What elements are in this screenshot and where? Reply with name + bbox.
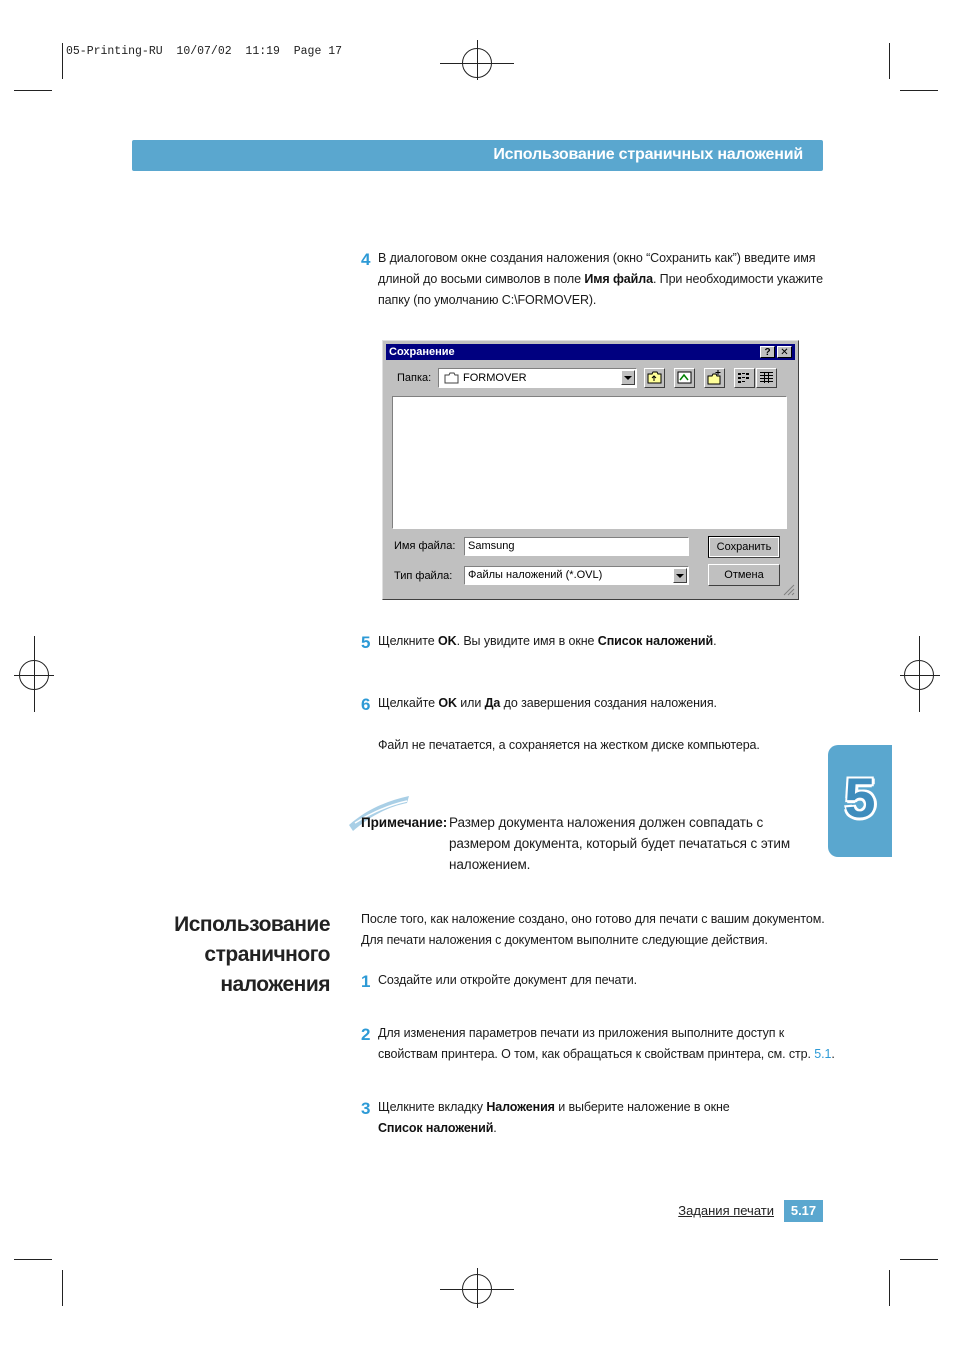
text-segment: Наложения	[486, 1100, 555, 1114]
text-line	[378, 290, 823, 311]
text-segment: Использование	[174, 913, 330, 936]
folder-select[interactable]	[438, 368, 637, 388]
text-segment: папку (по умолчанию C:\FORMOVER).	[378, 293, 597, 307]
filetype-dropdown-button[interactable]	[673, 568, 687, 583]
section-intro	[361, 909, 825, 951]
text-line	[449, 812, 790, 833]
filetype-value: Файлы наложений (*.OVL)	[468, 569, 603, 581]
page-number: 5.17	[784, 1200, 823, 1222]
text-segment: и выберите наложение в окне	[554, 1100, 730, 1114]
text-line	[378, 631, 716, 652]
text-segment: до завершения создания наложения.	[500, 696, 717, 710]
up-folder-button[interactable]	[644, 368, 665, 388]
section-header-title: Использование страничных наложений	[493, 146, 803, 163]
text-line	[174, 910, 330, 940]
crop-mark	[14, 90, 52, 91]
new-folder-button[interactable]	[704, 368, 725, 388]
text-line	[449, 833, 790, 854]
text-segment: Размер документа наложения должен совпадать с	[449, 815, 764, 830]
filetype-select[interactable]	[464, 566, 689, 585]
note-text	[449, 812, 790, 875]
help-button[interactable]: ?	[760, 346, 775, 358]
section-header-bar	[132, 140, 823, 171]
text-line	[378, 1118, 730, 1139]
crop-mark	[889, 43, 890, 79]
details-view-icon	[757, 369, 776, 387]
text-segment: Список наложений	[597, 634, 714, 648]
chapter-tab	[828, 745, 892, 857]
text-segment: . Вы увидите имя в окне	[456, 634, 598, 648]
text-line	[378, 1097, 730, 1118]
chevron-down-icon	[622, 371, 634, 384]
page-link[interactable]: 5.1	[814, 1047, 832, 1061]
list-view-button[interactable]	[734, 368, 755, 388]
text-segment: Имя файла	[584, 272, 653, 286]
text-segment: В диалоговом окне создания наложения (окно “Сохранить как”) введите имя	[378, 251, 816, 265]
desktop-icon	[675, 369, 694, 387]
text-line	[378, 970, 637, 991]
text-line	[449, 854, 790, 875]
step-number: 2	[361, 1025, 371, 1044]
text-line	[361, 930, 825, 951]
resize-grip-icon[interactable]	[783, 584, 795, 596]
text-segment: Щелкайте	[378, 696, 439, 710]
step-text	[378, 1097, 730, 1139]
details-view-button[interactable]	[756, 368, 777, 388]
text-segment: Щелкните вкладку	[378, 1100, 487, 1114]
step-text	[378, 970, 637, 991]
note-label: Примечание:	[361, 815, 448, 830]
footer-label: Задания печати	[678, 1203, 774, 1218]
text-segment: Для изменения параметров печати из приложения выполните доступ к	[378, 1026, 785, 1040]
text-segment: свойствам принтера. О том, как обращаться к свойствам принтера, см. стр.	[378, 1047, 815, 1061]
step-number: 6	[361, 695, 371, 714]
folder-icon	[444, 372, 459, 384]
new-folder-icon	[705, 369, 724, 387]
save-dialog	[382, 340, 799, 600]
step-text	[378, 693, 760, 756]
crop-mark	[477, 40, 478, 80]
crop-mark	[900, 90, 938, 91]
filename-label: Имя файла:	[394, 540, 456, 552]
dialog-title: Сохранение	[389, 346, 455, 358]
text-line	[378, 735, 760, 756]
text-segment: OK	[438, 634, 457, 648]
text-segment: OK	[438, 696, 457, 710]
text-line	[378, 248, 823, 269]
text-segment: длиной до восьми символов в поле	[378, 272, 585, 286]
dialog-titlebar	[386, 344, 795, 360]
folder-label: Папка:	[397, 372, 432, 384]
save-button[interactable]: Сохранить	[708, 536, 780, 558]
step-number: 5	[361, 633, 371, 652]
print-slug: 05-Printing-RU 10/07/02 11:19 Page 17	[66, 45, 343, 58]
chevron-down-icon	[674, 569, 686, 582]
text-line	[378, 1044, 835, 1065]
text-segment: .	[493, 1121, 497, 1135]
text-segment: страничного	[204, 943, 330, 966]
step-text	[378, 1023, 835, 1065]
crop-mark	[477, 1268, 478, 1308]
text-segment: размером документа, который будет печататься с этим	[449, 836, 791, 851]
text-line	[361, 909, 825, 930]
crop-mark	[889, 1270, 890, 1306]
folder-up-icon	[645, 369, 664, 387]
text-segment: Для печати наложения с документом выполните следующие действия.	[361, 933, 768, 947]
filetype-label: Тип файла:	[394, 570, 453, 582]
crop-mark	[900, 1259, 938, 1260]
text-segment: наложения	[220, 973, 330, 996]
crop-mark	[62, 43, 63, 79]
text-line	[174, 970, 330, 1000]
text-segment: Список наложений	[378, 1121, 494, 1135]
text-line	[378, 1023, 835, 1044]
step-text	[378, 631, 716, 652]
section-heading	[174, 910, 330, 1000]
close-button[interactable]: ✕	[777, 346, 792, 358]
file-list-area[interactable]	[392, 396, 787, 529]
filename-value: Samsung	[468, 540, 515, 552]
step-text	[378, 248, 823, 311]
crop-mark	[14, 1259, 52, 1260]
crop-mark	[62, 1270, 63, 1306]
step-number: 4	[361, 250, 371, 269]
list-view-icon	[735, 369, 754, 387]
text-segment: Да	[484, 696, 501, 710]
folder-value: FORMOVER	[463, 372, 527, 384]
text-line	[174, 940, 330, 970]
crop-mark	[919, 636, 920, 712]
desktop-button[interactable]	[674, 368, 695, 388]
crop-mark	[900, 675, 940, 676]
folder-dropdown-button[interactable]	[621, 370, 635, 385]
text-segment: или	[456, 696, 485, 710]
chapter-number: 5	[844, 766, 876, 829]
text-segment: Создайте или откройте документ для печати.	[378, 973, 637, 987]
text-segment: Щелкните	[378, 634, 439, 648]
crop-mark	[34, 636, 35, 712]
text-segment: .	[713, 634, 717, 648]
step-number: 3	[361, 1099, 371, 1118]
step-number: 1	[361, 972, 371, 991]
text-line	[378, 693, 760, 714]
text-segment: После того, как наложение создано, оно готово для печати с вашим документом.	[361, 912, 825, 926]
text-segment: . При необходимости укажите	[652, 272, 823, 286]
text-line	[378, 269, 823, 290]
cancel-button[interactable]: Отмена	[708, 564, 780, 586]
text-segment: Файл не печатается, а сохраняется на жестком диске компьютера.	[378, 738, 760, 752]
text-segment: наложением.	[449, 857, 531, 872]
text-segment: .	[831, 1047, 835, 1061]
filename-input[interactable]	[464, 537, 689, 556]
text-line	[378, 714, 760, 735]
